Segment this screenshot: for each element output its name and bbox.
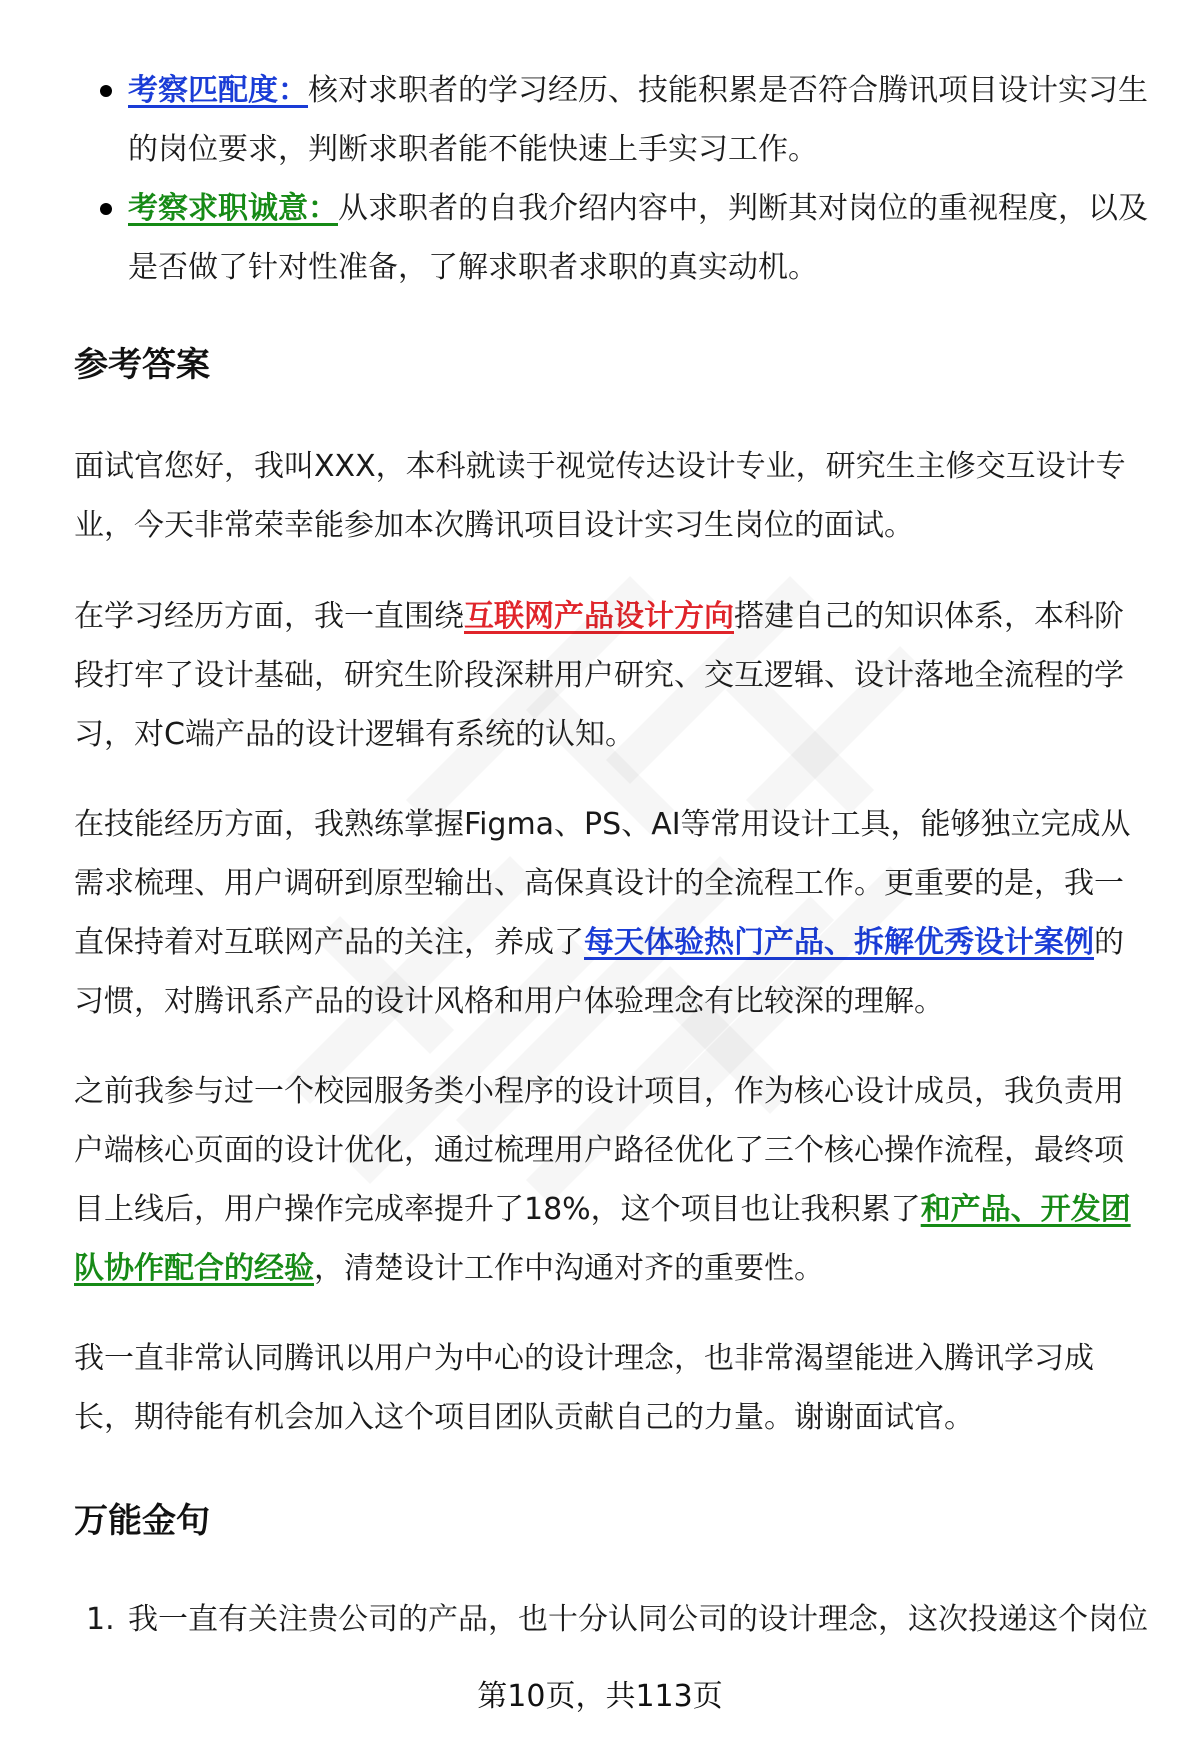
- page-footer: 第10页，共113页: [477, 1679, 723, 1714]
- paragraph-text: ，清楚设计工作中沟通对齐的重要性。: [314, 1251, 824, 1286]
- criteria-text-match: 核对求职者的学习经历、技能积累是否符合腾讯项目设计实习生的岗位要求，判断求职者能不能快速上手实习工作。: [128, 73, 1148, 167]
- highlight-text: 和产品、开发团队协作配合的经验: [74, 1192, 1131, 1286]
- list-item: [74, 1590, 1150, 1649]
- criteria-label-sincerity: 考察求职诚意：: [128, 191, 338, 226]
- highlight-text: 每天体验热门产品、拆解优秀设计案例: [584, 925, 1094, 960]
- list-item: [74, 179, 1150, 297]
- phrase-text: 我一直有关注贵公司的产品，也十分认同公司的设计理念，这次投递这个岗位: [128, 1602, 1148, 1637]
- criteria-text-sincerity: 从求职者的自我介绍内容中，判断其对岗位的重视程度，以及是否做了针对性准备，了解求职者求职的真实动机。: [128, 191, 1148, 285]
- answer-paragraph-intro: 面试官您好，我叫XXX，本科就读于视觉传达设计专业，研究生主修交互设计专业，今天非常荣幸能参加本次腾讯项目设计实习生岗位的面试。: [74, 449, 1126, 543]
- criteria-label-match: 考察匹配度：: [128, 73, 308, 108]
- paragraph-text: 搭建自己的知识体系，本科阶段打牢了设计基础，研究生阶段深耕用户研究、交互逻辑、设计落地全流程的学习，对C端产品的设计逻辑有系统的认知。: [74, 599, 1124, 752]
- list-item: [74, 61, 1150, 179]
- answer-paragraph-closing: 我一直非常认同腾讯以用户为中心的设计理念，也非常渴望能进入腾讯学习成长，期待能有机会加入这个项目团队贡献自己的力量。谢谢面试官。: [74, 1341, 1094, 1435]
- section-title-phrases: 万能金句: [74, 1501, 210, 1541]
- paragraph-text: 之前我参与过一个校园服务类小程序的设计项目，作为核心设计成员，我负责用户端核心页面的设计优化，通过梳理用户路径优化了三个核心操作流程，最终项目上线后，用户操作完成率提升了18%，这个项目也让我积累了: [74, 1074, 1124, 1227]
- paragraph-text: 在学习经历方面，我一直围绕: [74, 599, 464, 634]
- paragraph-text: 在技能经历方面，我熟练掌握Figma、PS、AI等常用设计工具，能够独立完成从需求梳理、用户调研到原型输出、高保真设计的全流程工作。更重要的是，我一直保持着对互联网产品的关注，养成了: [74, 807, 1131, 960]
- bullet-dot-icon: [100, 85, 112, 97]
- highlight-text: 互联网产品设计方向: [464, 599, 734, 634]
- phrases-list: [74, 1590, 1150, 1649]
- answer-paragraph-skills: [74, 795, 1150, 1031]
- paragraph-text: 的习惯，对腾讯系产品的设计风格和用户体验理念有比较深的理解。: [74, 925, 1124, 1019]
- criteria-list: [74, 61, 1150, 297]
- answer-paragraph-study: [74, 587, 1150, 764]
- section-title-answer: 参考答案: [74, 345, 210, 385]
- bullet-dot-icon: [100, 203, 112, 215]
- list-number: 1.: [86, 1602, 115, 1637]
- answer-paragraph-project: [74, 1062, 1150, 1298]
